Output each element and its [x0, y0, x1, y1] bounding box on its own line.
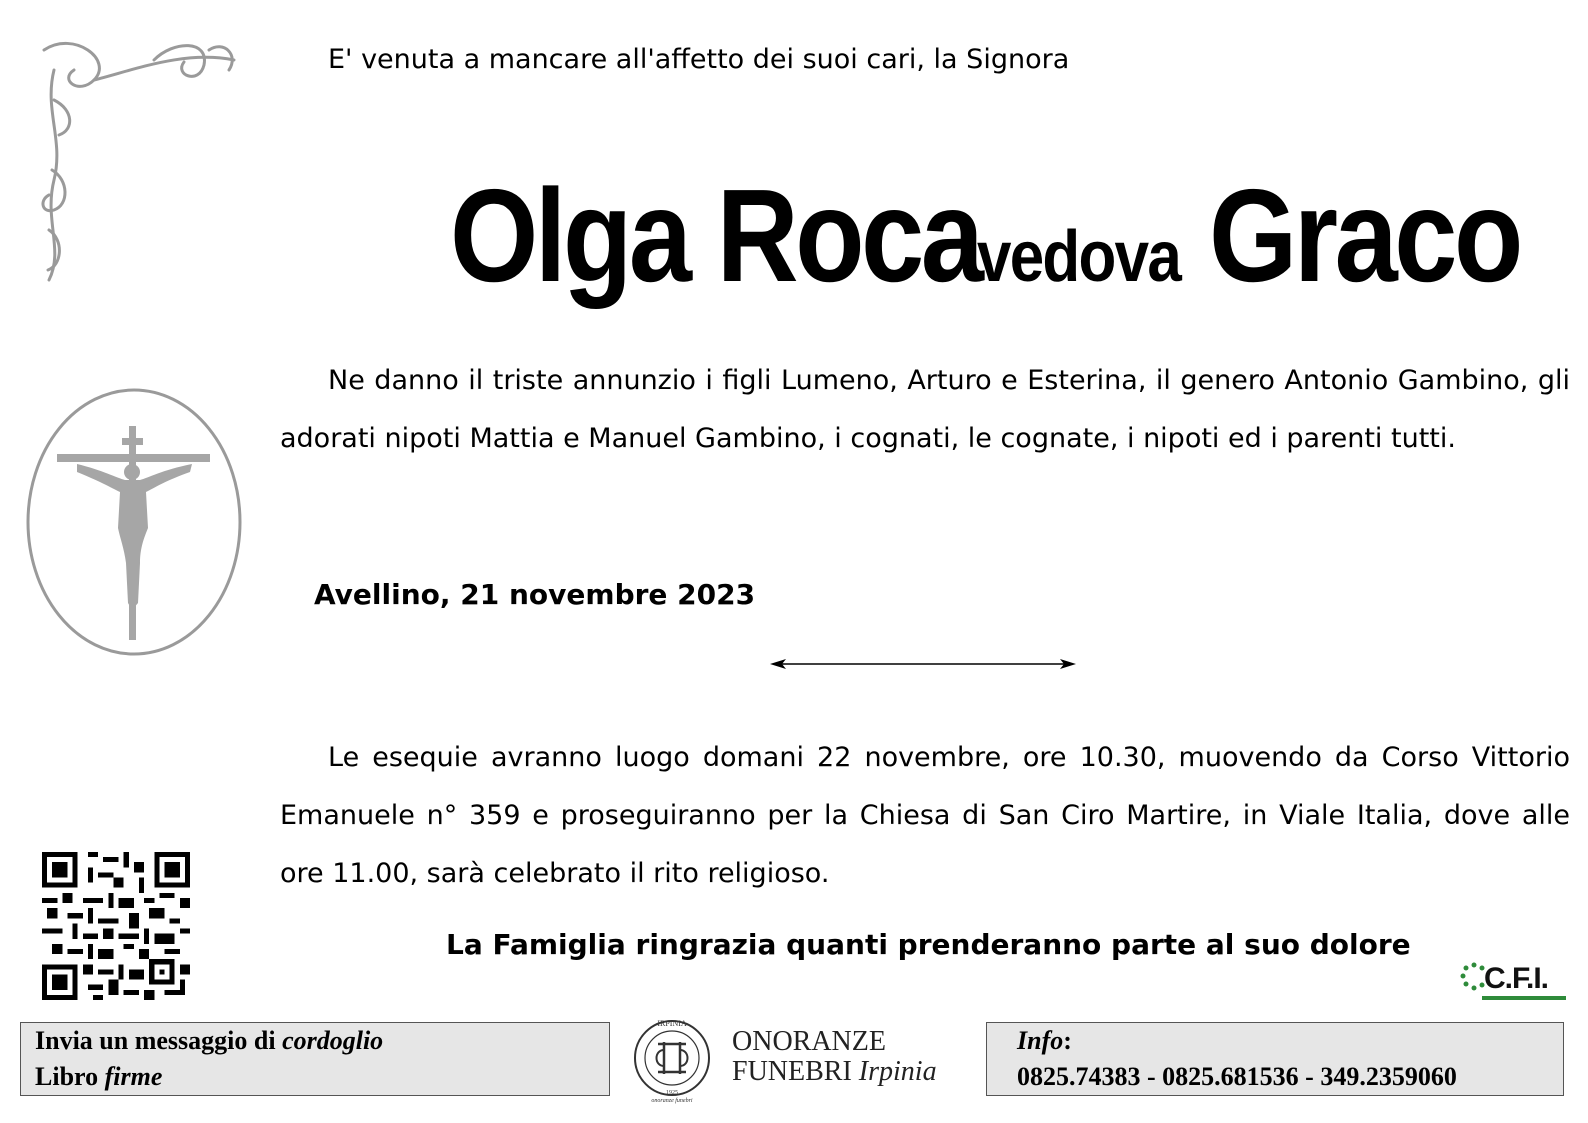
- brand-line2: [732, 1057, 937, 1087]
- onoranze-brand: [732, 1027, 937, 1087]
- funeral-details-text: Le esequie avranno luogo domani 22 novembre, ore 10.30, muovendo da Corso Vittorio Emanuele n° 359 e proseguiranno per la Chiesa di San Ciro Martire, in Viale Italia, dove alle ore 11.00, sarà celebrato il rito religioso.: [280, 742, 1570, 889]
- brand-line1: ONORANZE: [732, 1026, 886, 1057]
- logo-bottom-text: onoranze funebri: [651, 1098, 693, 1104]
- info-box: [986, 1022, 1564, 1096]
- cfi-logo-text: C.F.I.: [1484, 962, 1549, 995]
- condolence-box[interactable]: [20, 1022, 610, 1096]
- brand-line2-prefix: FUNEBRI: [732, 1056, 859, 1087]
- info-label: [1017, 1023, 1533, 1059]
- qr-code-icon[interactable]: [42, 852, 190, 1000]
- info-label-colon: :: [1063, 1026, 1072, 1055]
- info-phones[interactable]: 0825.74383 - 0825.681536 - 349.2359060: [1017, 1062, 1457, 1091]
- thanks-text: La Famiglia ringrazia quanti prenderanno parte al suo dolore: [446, 928, 1411, 961]
- ornament-corner-icon: [34, 30, 244, 290]
- brand-line2-italic: Irpinia: [858, 1056, 937, 1087]
- condolence-link[interactable]: [35, 1023, 595, 1059]
- deceased-name: [450, 160, 1550, 320]
- onoranze-logo-icon: [632, 1008, 712, 1108]
- condolence-prefix: Invia un messaggio di: [35, 1026, 283, 1055]
- cfi-underline: [1482, 996, 1566, 1000]
- guestbook-link[interactable]: [35, 1059, 595, 1095]
- deceased-connector: vedova: [976, 217, 1180, 297]
- logo-year: 1925: [666, 1090, 678, 1096]
- logo-top-text: IRPINIA: [657, 1019, 687, 1028]
- deceased-last-name: Graco: [1209, 162, 1520, 309]
- double-arrow-icon: [768, 654, 1078, 674]
- info-label-text: Info: [1017, 1026, 1064, 1055]
- guestbook-prefix: Libro: [35, 1062, 105, 1091]
- cfi-logo-icon: [1460, 958, 1564, 1004]
- deceased-first-name: Olga Roca: [450, 162, 981, 309]
- crucifix-icon: [22, 388, 252, 660]
- announcement-text: Ne danno il triste annunzio i figli Lumeno, Arturo e Esterina, il genero Antonio Gambino, gli adorati nipoti Mattia e Manuel Gambino, i cognati, le cognate, i nipoti ed i parenti tutti.: [280, 365, 1570, 454]
- place-date: Avellino, 21 novembre 2023: [314, 578, 756, 611]
- guestbook-italic: firme: [104, 1062, 163, 1091]
- intro-text: E' venuta a mancare all'affetto dei suoi cari, la Signora: [328, 44, 1070, 75]
- condolence-italic: cordoglio: [282, 1026, 384, 1055]
